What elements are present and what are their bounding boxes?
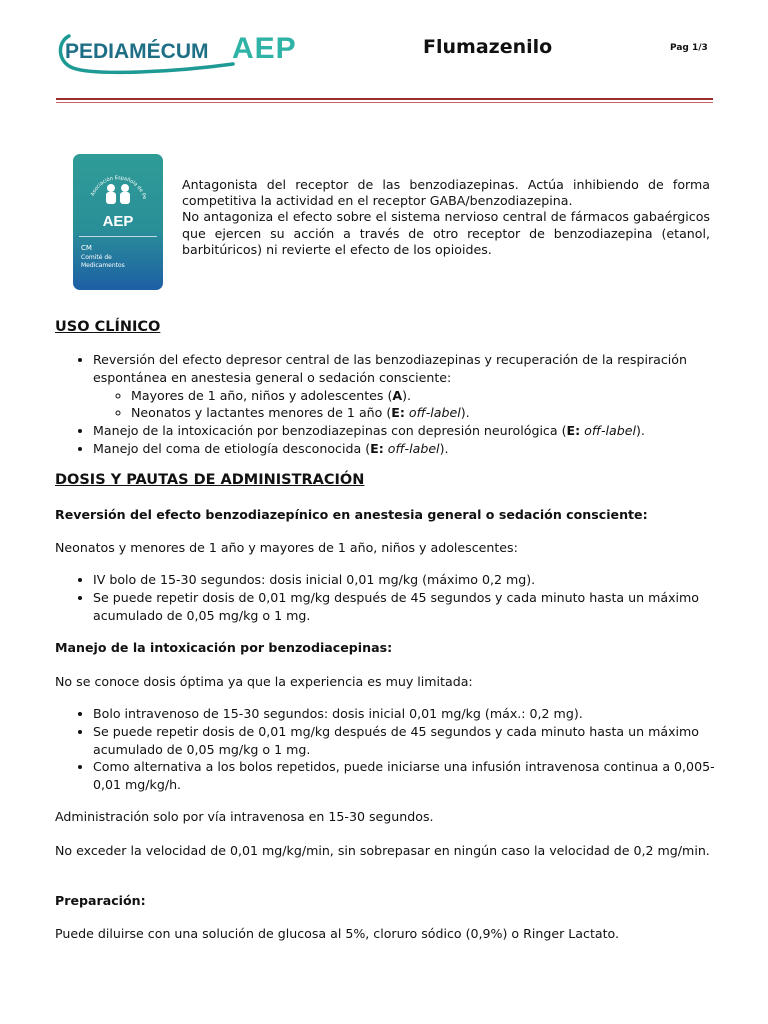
- badge-abbrev: CM: [81, 244, 92, 252]
- dosis-paragraph-2: No se conoce dosis óptima ya que la experiencia es muy limitada:: [55, 674, 473, 689]
- list-item: ◦ Mayores de 1 año, niños y adolescentes (A).: [131, 387, 715, 405]
- section-heading-dosis: DOSIS Y PAUTAS DE ADMINISTRACIÓN: [55, 472, 365, 488]
- list-item: • Manejo de la intoxicación por benzodiazepinas con depresión neurológica (E: off-label).: [93, 422, 715, 440]
- list-item: • Como alternativa a los bolos repetidos, puede iniciarse una infusión intravenosa continua a 0,005-0,01 mg/kg/h.: [93, 758, 715, 794]
- list-item: • IV bolo de 15-30 segundos: dosis inicial 0,01 mg/kg (máximo 0,2 mg).: [93, 571, 715, 589]
- dosis-sub-2: Manejo de la intoxicación por benzodiacepinas:: [55, 640, 393, 655]
- badge-line2: Medicamentos: [81, 262, 125, 269]
- section-heading-uso-clinico: USO CLÍNICO: [55, 319, 161, 335]
- badge-line1: Comité de: [81, 254, 112, 261]
- pediamecum-logo: [55, 28, 305, 78]
- document-title: Flumazenilo: [423, 36, 553, 58]
- list-item: • Reversión del efecto depresor central de las benzodiazepinas y recuperación de la respiración espontánea en anestesia general o sedación consciente: ◦ Mayores de 1 año, niños y adolescentes (A). ◦ Neonatos y lactantes menores de 1 año (E: off-label).: [93, 351, 715, 422]
- dosis-paragraph-1: Neonatos y menores de 1 año y mayores de 1 año, niños y adolescentes:: [55, 540, 518, 555]
- preparacion-heading: Preparación:: [55, 893, 146, 908]
- list-item: ◦ Neonatos y lactantes menores de 1 año (E: off-label).: [131, 404, 715, 422]
- committee-badge: [73, 154, 163, 290]
- dosis-paragraph-5: Puede diluirse con una solución de glucosa al 5%, cloruro sódico (0,9%) o Ringer Lactato.: [55, 926, 620, 941]
- list-item: • Bolo intravenoso de 15-30 segundos: dosis inicial 0,01 mg/kg (máx.: 0,2 mg).: [93, 705, 715, 723]
- brand-text: PEDIAMÉCUM: [65, 40, 209, 63]
- page-number: Pag 1/3: [670, 43, 708, 53]
- intro-paragraph-2: No antagoniza el efecto sobre el sistema nervioso central de fármacos gabaérgicos que ejercen su acción a través de otro receptor de benzodiazepina (etanol, barbitúricos) ni revierte el efecto de los opioides.: [182, 209, 710, 257]
- dosis-paragraph-3: Administración solo por vía intravenosa en 15-30 segundos.: [55, 809, 434, 824]
- list-item: • Se puede repetir dosis de 0,01 mg/kg después de 45 segundos y cada minuto hasta un máximo acumulado de 0,05 mg/kg o 1 mg.: [93, 589, 715, 625]
- list-item: • Manejo del coma de etiología desconocida (E: off-label).: [93, 440, 715, 458]
- dosis-paragraph-4: No exceder la velocidad de 0,01 mg/kg/min, sin sobrepasar en ningún caso la velocidad de 0,2 mg/min.: [55, 843, 710, 858]
- uso-clinico-list: [55, 351, 715, 458]
- dosis-list-1: [55, 571, 715, 624]
- dosis-list-2: [55, 705, 715, 794]
- list-item: • Se puede repetir dosis de 0,01 mg/kg después de 45 segundos y cada minuto hasta un máximo acumulado de 0,05 mg/kg o 1 mg.: [93, 723, 715, 759]
- badge-acronym: AEP: [102, 213, 134, 230]
- intro-paragraph-1: Antagonista del receptor de las benzodiazepinas. Actúa inhibiendo de forma competitiva la actividad en el receptor GABA/benzodiazepina.: [182, 177, 710, 209]
- header-divider-thin: [56, 102, 713, 103]
- badge-arc-text: Asociación Española de Pe: [89, 175, 148, 200]
- header-divider: [56, 98, 713, 100]
- dosis-sub-1: Reversión del efecto benzodiazepínico en anestesia general o sedación consciente:: [55, 507, 648, 522]
- brand-acronym: AEP: [232, 32, 297, 65]
- intro-text: [182, 177, 710, 258]
